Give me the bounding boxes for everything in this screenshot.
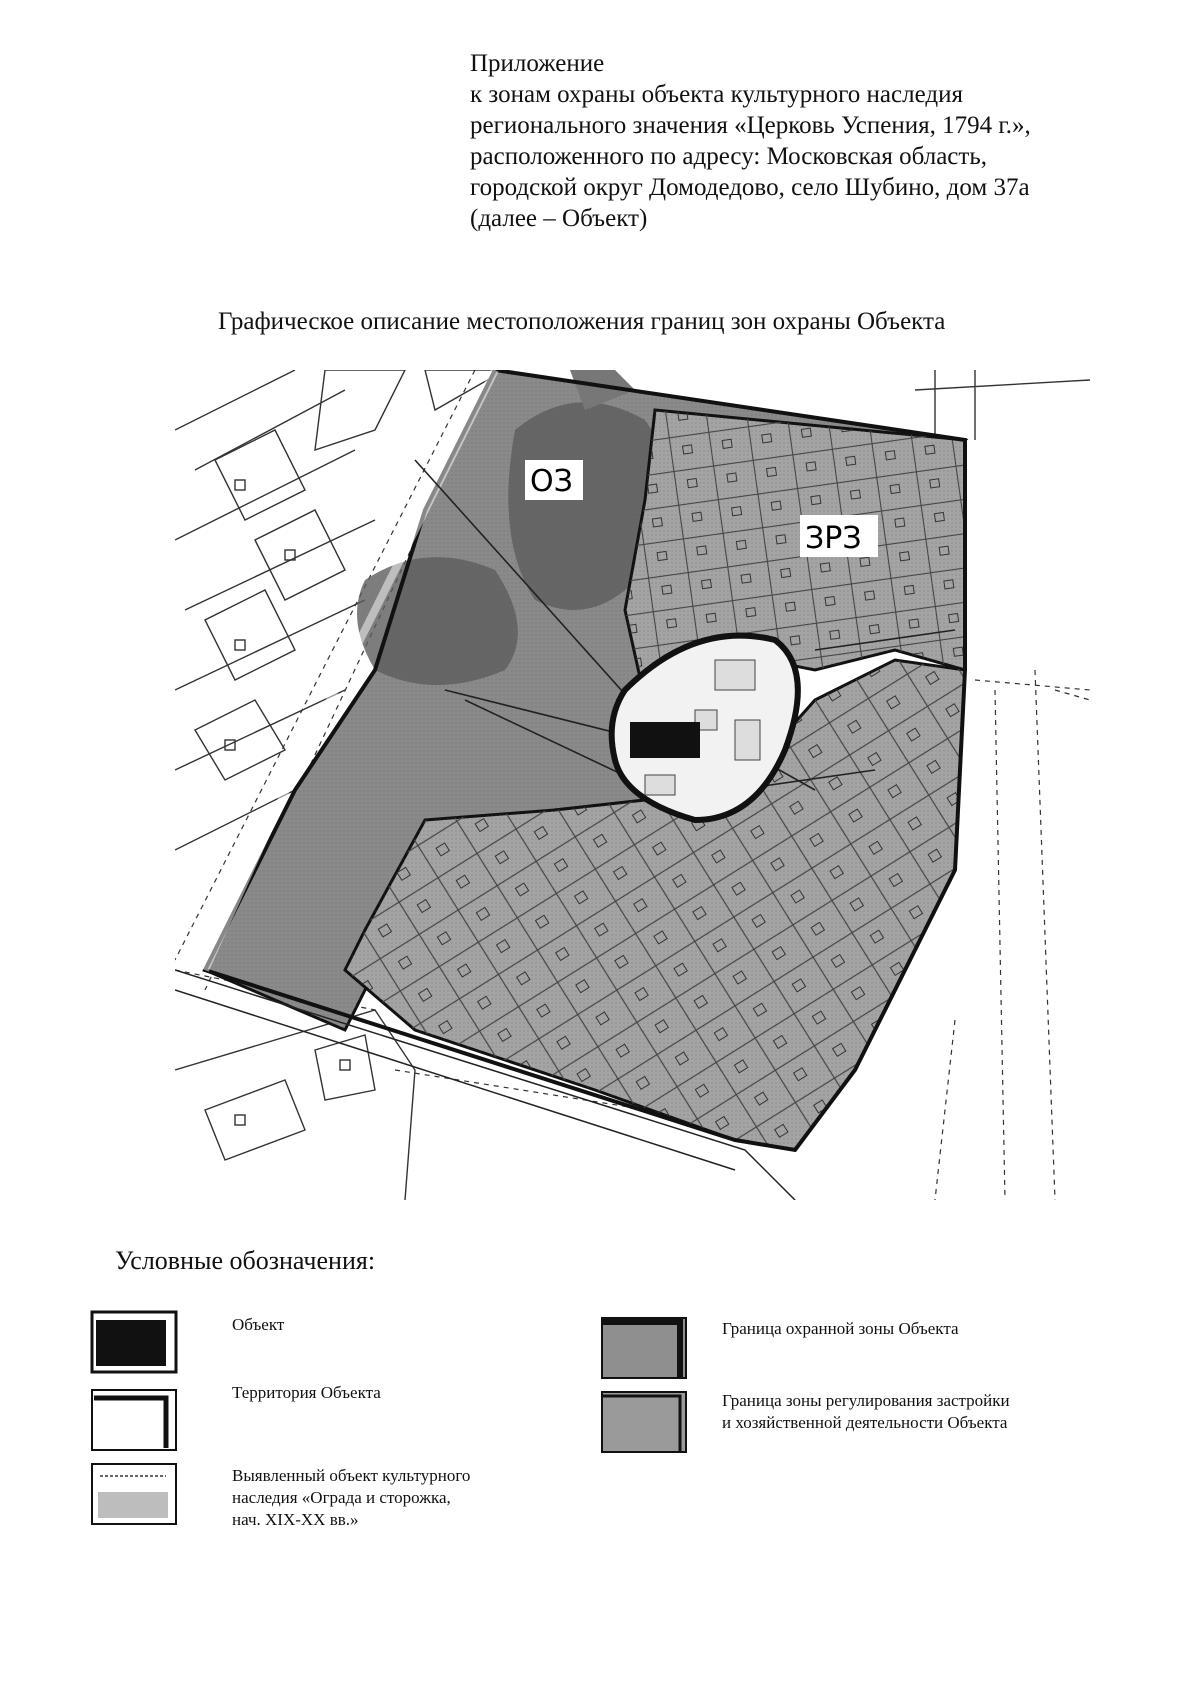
zone-map (175, 370, 1090, 1200)
map-title: Графическое описание местоположения границ зон охраны Объекта (218, 308, 946, 335)
oz-label: ОЗ (530, 464, 573, 499)
legend-title: Условные обозначения: (115, 1246, 376, 1275)
legend-regulation-zone-label (722, 1390, 1010, 1434)
object-church (630, 722, 700, 758)
header-line: Приложение (470, 50, 605, 77)
header-line: к зонам охраны объекта культурного наследия (470, 81, 963, 108)
heritage-swatch-icon (90, 1462, 180, 1528)
regulation-zone-swatch-icon (600, 1390, 690, 1456)
protection-zone-swatch-icon (600, 1316, 690, 1382)
legend-regulation-line: и хозяйственной деятельности Объекта (722, 1413, 1008, 1432)
legend-object-label: Объект (232, 1315, 285, 1334)
legend-heritage-line: нач. XIX-XX вв.» (232, 1510, 359, 1529)
header-line: городской округ Домодедово, село Шубино, дом 37а (470, 174, 1030, 201)
legend-heritage-label (232, 1465, 470, 1531)
dark-area (357, 557, 518, 685)
header-line: (далее – Объект) (470, 205, 648, 232)
legend-territory-label: Территория Объекта (232, 1383, 381, 1402)
legend-heritage-line: наследия «Ограда и сторожка, (232, 1488, 451, 1507)
zrz-label: ЗРЗ (805, 521, 862, 556)
legend-regulation-line: Граница зоны регулирования застройки (722, 1391, 1010, 1410)
legend-protection-zone-label: Граница охранной зоны Объекта (722, 1319, 959, 1338)
appendix-header (470, 48, 1170, 234)
legend-heritage-line: Выявленный объект культурного (232, 1466, 471, 1485)
header-line: регионального значения «Церковь Успения, 1794 г.», (470, 112, 1031, 139)
header-line: расположенного по адресу: Московская область, (470, 143, 987, 170)
object-swatch-icon (90, 1310, 180, 1376)
territory-swatch-icon (90, 1388, 180, 1454)
